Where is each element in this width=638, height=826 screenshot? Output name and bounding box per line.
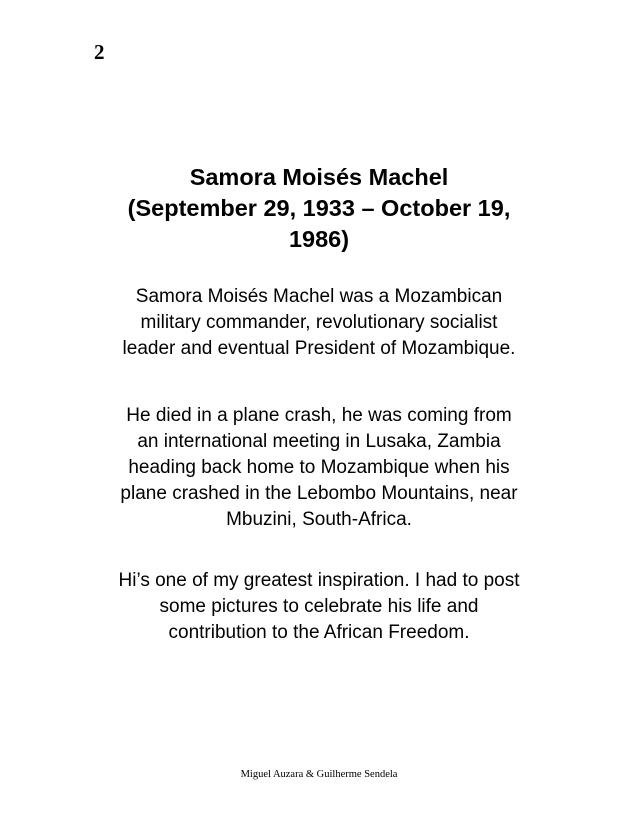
paragraph-line: plane crashed in the Lebombo Mountains, near xyxy=(120,483,518,504)
title-line: Samora Moisés Machel xyxy=(189,164,449,190)
paragraph-line: some pictures to celebrate his life and xyxy=(159,596,479,617)
paragraph-line: military commander, revolutionary socialist xyxy=(140,312,498,333)
title-line: (September 29, 1933 – October 19, xyxy=(127,195,511,221)
paragraph-line: Hi’s one of my greatest inspiration. I had to post xyxy=(118,570,520,591)
paragraph-line: heading back home to Mozambique when his xyxy=(128,457,510,478)
page-number: 2 xyxy=(94,40,105,64)
paragraph-line: an international meeting in Lusaka, Zambia xyxy=(137,431,501,452)
paragraph-line: He died in a plane crash, he was coming from xyxy=(126,405,512,426)
document-title xyxy=(80,162,558,255)
paragraph-line: Mbuzini, South-Africa. xyxy=(226,509,412,530)
paragraph-line: leader and eventual President of Mozambique. xyxy=(122,338,516,359)
paragraph-biography xyxy=(80,284,558,362)
paragraph-inspiration xyxy=(80,568,558,646)
paragraph-line: Samora Moisés Machel was a Mozambican xyxy=(135,286,503,307)
title-line: 1986) xyxy=(288,226,350,252)
page-footer: Miguel Auzara & Guilherme Sendela xyxy=(240,769,398,780)
paragraph-death xyxy=(80,403,558,533)
paragraph-line: contribution to the African Freedom. xyxy=(168,622,470,643)
